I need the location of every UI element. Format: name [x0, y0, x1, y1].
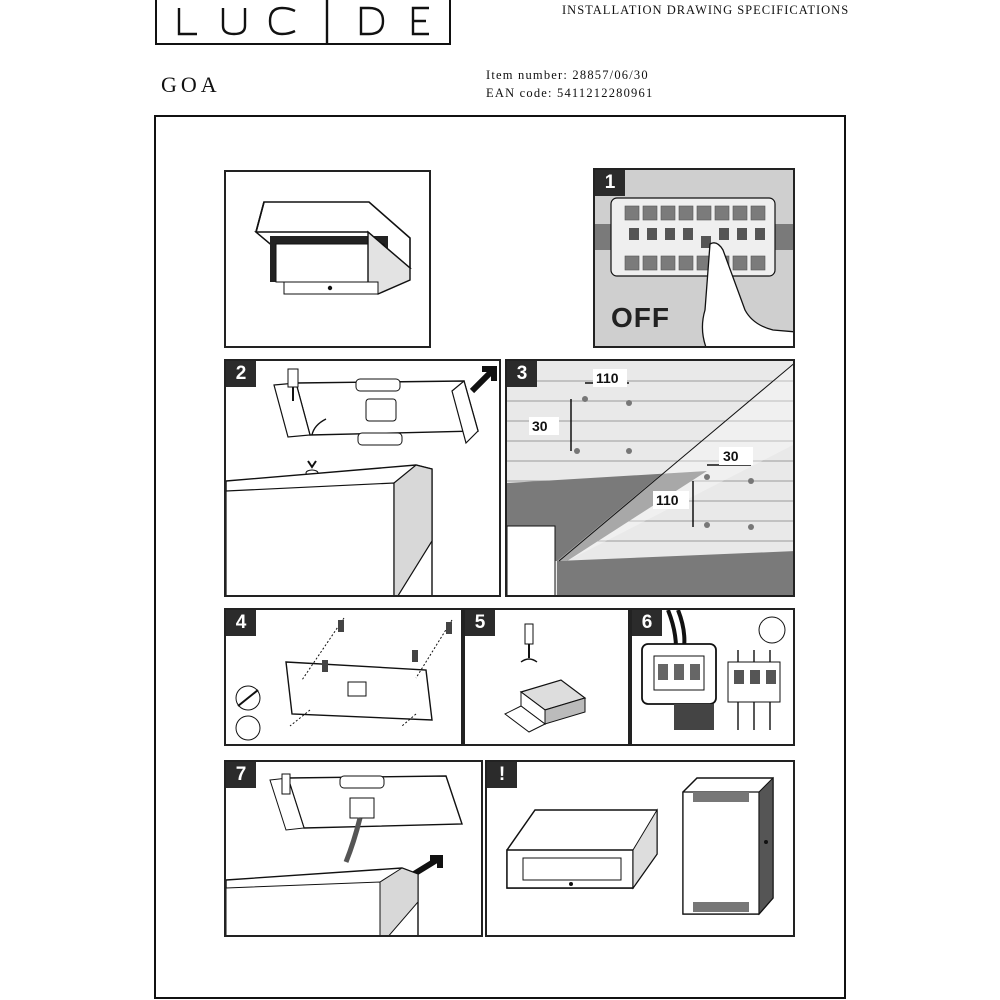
document-title: INSTALLATION DRAWING SPECIFICATIONS — [562, 3, 850, 17]
lucide-logo — [155, 0, 451, 45]
item-number-label: Item number: — [486, 68, 569, 82]
panel-step-2 — [224, 359, 501, 597]
mount-plate-drawing — [226, 361, 501, 597]
drilling-wall-drawing — [507, 361, 795, 597]
panel-step-7 — [224, 760, 483, 937]
step-4-badge: 4 — [226, 610, 256, 636]
panel-step-4 — [224, 608, 463, 746]
product-name: GOA — [161, 72, 221, 97]
step-2-badge: 2 — [226, 361, 256, 387]
warning-badge: ! — [487, 762, 517, 788]
step-3-badge: 3 — [507, 361, 537, 387]
panel-step-6 — [630, 608, 795, 746]
panel-product-overview — [224, 170, 431, 348]
step-1-badge: 1 — [595, 170, 625, 196]
dim-h1: 110 — [596, 370, 619, 386]
dim-v2: 110 — [656, 492, 679, 508]
panel-step-3 — [505, 359, 795, 597]
panel-step-1 — [593, 168, 795, 348]
lamp-mounting-drawing — [226, 762, 483, 937]
panel-step-5 — [463, 608, 630, 746]
drawing-frame — [154, 115, 846, 999]
step-5-badge: 5 — [465, 610, 495, 636]
item-number-line — [486, 68, 649, 83]
mounting-orientation-drawing — [487, 762, 795, 937]
panel-warning — [485, 760, 795, 937]
dim-v1: 30 — [532, 418, 548, 434]
lamp-overview-drawing — [226, 172, 431, 348]
step-7-badge: 7 — [226, 762, 256, 788]
plate-screws-drawing — [226, 610, 463, 746]
item-number-value: 28857/06/30 — [572, 68, 649, 82]
dim-h2: 30 — [723, 448, 739, 464]
lucide-logo-mark — [157, 0, 449, 43]
off-label: OFF — [611, 302, 670, 333]
ean-line — [486, 86, 653, 101]
ean-label: EAN code: — [486, 86, 553, 100]
ean-value: 5411212280961 — [557, 86, 654, 100]
step-6-badge: 6 — [632, 610, 662, 636]
